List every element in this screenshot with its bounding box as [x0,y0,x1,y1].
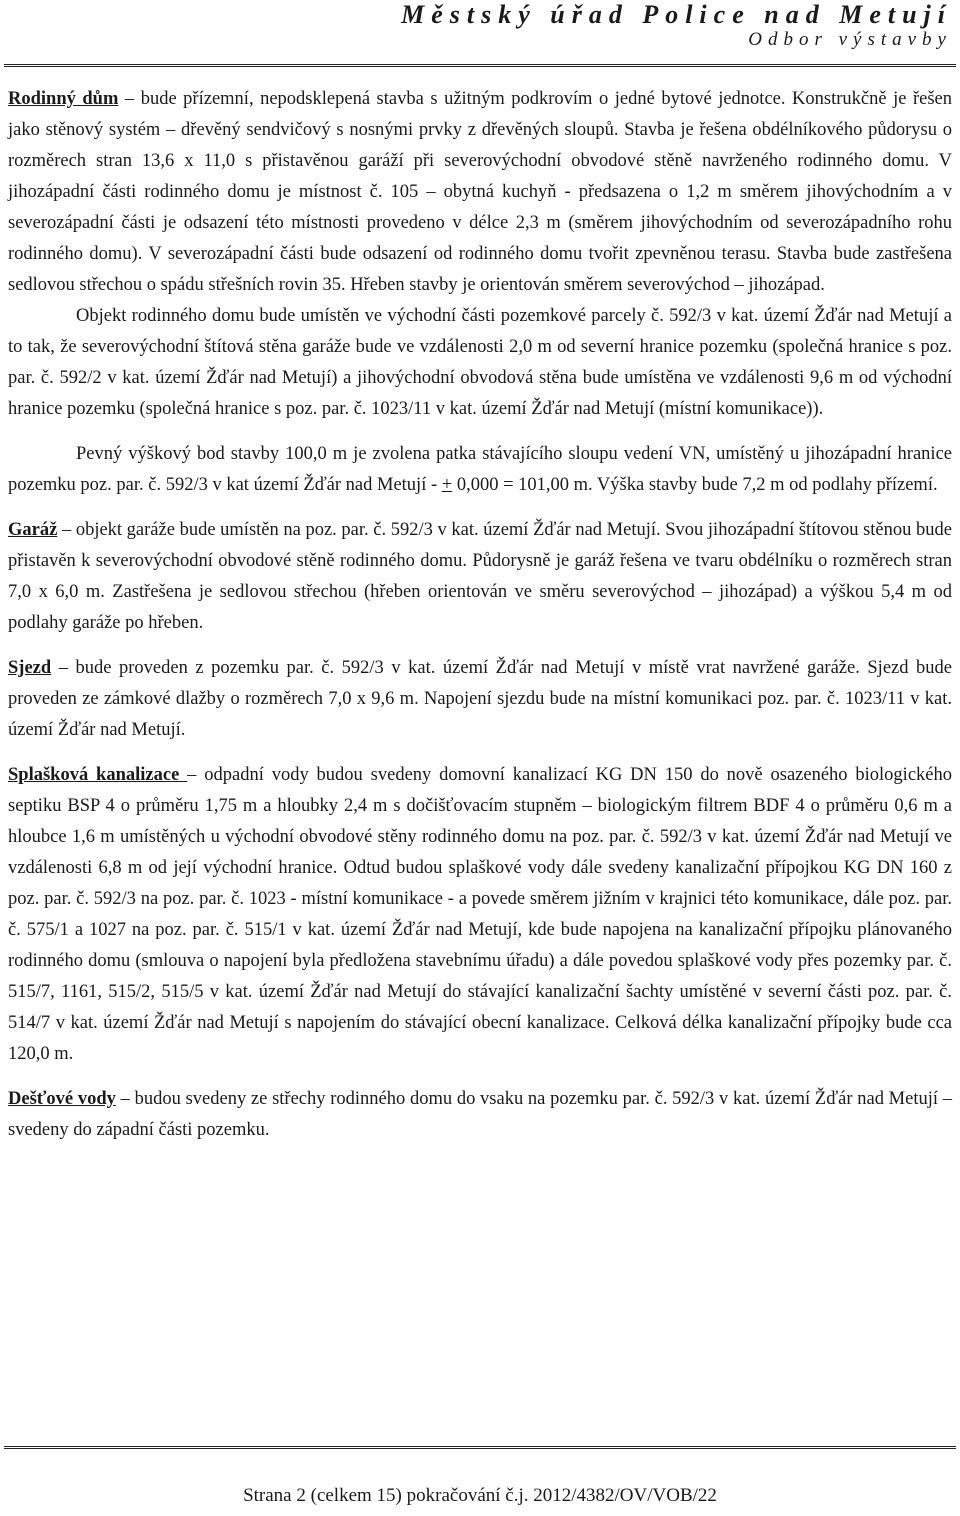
document-body [8,84,952,1160]
paragraph-sjezd [8,653,952,746]
paragraph-garaz [8,515,952,639]
header-divider [4,64,956,67]
text-rodinny-dum: – bude přízemní, nepodsklepená stavba s užitným podkrovím o jedné bytové jednotce. Konstrukčně je řešen jako stěnový systém – dřevěný sendvičový s nosnými prvky z dřevěných sloupů. Stavba je řešena obdélníkového půdorysu o rozměrech stran 13,6 x 11,0 s přistavěnou garáží při severovýchodní obvodové stěně navrženého rodinného domu. V jihozápadní části rodinného domu je místnost č. 105 – obytná kuchyň - předsazena o 1,2 m směrem jihovýchodním a v severozápadní části je odsazení této místnosti provedeno v délce 2,3 m (směrem jihovýchodním od severozápadního rohu rodinného domu). V severozápadní části bude odsazení od rodinného domu tvořit zpevněnou terasu. Stavba bude zastřešena sedlovou střechou o spádu střešních rovin 35. Hřeben stavby je orientován směrem severovýchod – jihozápad. [8,89,952,295]
paragraph-destove [8,1084,952,1146]
page-header [192,0,952,51]
text-destove: – budou svedeny ze střechy rodinného domu do vsaku na pozemku par. č. 592/3 v kat. území Žďár nad Metují – svedeny do západní části pozemku. [8,1089,952,1140]
text-splaskova: – odpadní vody budou svedeny domovní kanalizací KG DN 150 do nově osazeného biologického septiku BSP 4 o průměru 1,75 m a hloubky 2,4 m s dočišťovacím stupněm – biologickým filtrem BDF 4 o průměru 0,6 m a hloubce 1,6 m umístěných u východní obvodové stěny rodinného domu na poz. par. č. 592/3 v kat. území Žďár nad Metují ve vzdálenosti 6,8 m od její východní hranice. Odtud budou splaškové vody dále svedeny kanalizační přípojkou KG DN 160 z poz. par. č. 592/3 na poz. par. č. 1023 - místní komunikace - a povede směrem jižním v krajnici této komunikace, dále poz. par. č. 575/1 a 1027 na poz. par. č. 515/1 v kat. území Žďár nad Metují, kde bude napojena na kanalizační přípojku plánovaného rodinného domu (smlouva o napojení byla předložena stavebnímu úřadu) a dále povedou splaškové vody přes pozemky par. č. 515/7, 1161, 515/2, 515/5 v kat. území Žďár nad Metují do stávající kanalizační šachty umístěné v severní části poz. par. č. 514/7 v kat. území Žďár nad Metují s napojením do stávající obecní kanalizace. Celková délka kanalizační přípojky bude cca 120,0 m. [8,765,952,1064]
text-garaz: – objekt garáže bude umístěn na poz. par. č. 592/3 v kat. území Žďár nad Metují. Svou jihozápadní štítovou stěnou bude přistavěn k severovýchodní obvodové stěně rodinného domu. Půdorysně je garáž řešena ve tvaru obdélníku o rozměrech stran 7,0 x 6,0 m. Zastřešena je sedlovou střechou (hřeben orientován ve směru severovýchod – jihozápad) a výškou 5,4 m od podlahy garáže po hřeben. [8,520,952,633]
text-sjezd: – bude proveden z pozemku par. č. 592/3 v kat. území Žďár nad Metují v místě vrat navržené garáže. Sjezd bude proveden ze zámkové dlažby o rozměrech 7,0 x 9,6 m. Napojení sjezdu bude na místní komunikaci poz. par. č. 1023/11 v kat. území Žďár nad Metují. [8,658,952,740]
plus-minus-sign: + [441,475,453,495]
paragraph-umisteni: Objekt rodinného domu bude umístěn ve východní části pozemkové parcely č. 592/3 v kat. území Žďár nad Metují a to tak, že severovýchodní štítová stěna garáže bude ve vzdálenosti 2,0 m od severní hranice pozemku (společná hranice s poz. par. č. 592/2 v kat. území Žďár nad Metují) a jihovýchodní obvodová stěna bude umístěna ve vzdálenosti 9,6 m od východní hranice pozemku (společná hranice s poz. par. č. 1023/11 v kat. území Žďár nad Metují (místní komunikace)). [8,306,952,419]
paragraph-vyskovy-bod [8,439,952,501]
term-sjezd: Sjezd [8,658,52,678]
text-vyskovy-bod-after: 0,000 = 101,00 m. Výška stavby bude 7,2 m od podlahy přízemí. [452,475,938,495]
term-destove: Dešťové vody [8,1089,116,1109]
text-vyskovy-bod-before: Pevný výškový bod stavby 100,0 m je zvolena patka stávajícího sloupu vedení VN, umístěný u jihozápadní hranice pozemku poz. par. č. 592/3 v kat území Žďár nad Metují - [8,444,952,495]
paragraph-rodinny-dum [8,84,952,301]
page-footer: Strana 2 (celkem 15) pokračování č.j. 2012/4382/OV/VOB/22 [243,1485,717,1506]
term-rodinny-dum: Rodinný dům [8,89,119,109]
office-name: Městský úřad Police nad Metují [401,0,952,29]
term-splaskova: Splašková kanalizace [8,765,188,785]
department-name: Odbor výstavby [748,29,952,50]
footer-divider [4,1446,956,1449]
paragraph-splaskova [8,760,952,1070]
term-garaz: Garáž [8,520,58,540]
